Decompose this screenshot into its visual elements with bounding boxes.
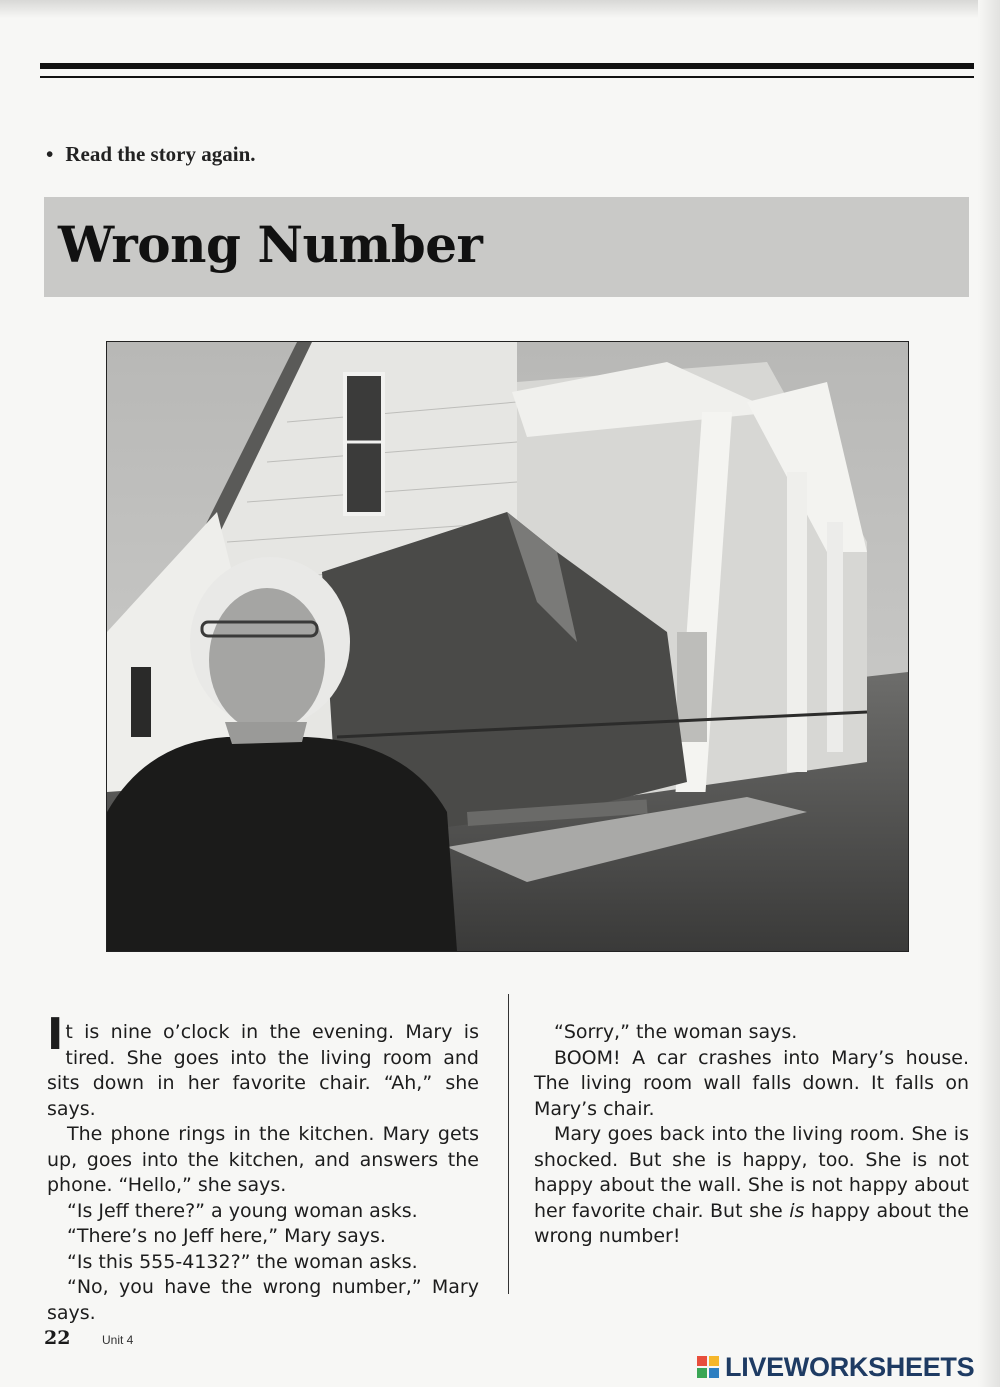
page-edge-shadow [978,0,1000,1387]
story-photo [106,341,909,952]
story-paragraph [47,1009,479,1122]
story-paragraph: “No, you have the wrong number,” Mary says. [47,1276,479,1324]
brand-text: LIVEWORKSHEETS [725,1351,975,1382]
instruction-text: Read the story again. [65,142,256,166]
story-paragraph: The phone rings in the kitchen. Mary gets up, goes into the kitchen, and answers the phone. “Hello,” she says. [47,1123,479,1196]
instruction [46,142,256,167]
story-column-right [534,1020,969,1250]
story-paragraph: “Is Jeff there?” a young woman asks. [67,1199,418,1222]
house-photo-icon [107,342,908,951]
story-paragraph: “Is this 555-4132?” the woman asks. [67,1250,418,1273]
page-number: 22 [44,1327,71,1349]
story-paragraph: BOOM! A car crashes into Mary’s house. The living room wall falls down. It falls on Mary’s chair. [534,1046,969,1120]
header-rule-thick [40,63,974,69]
bullet: • [46,142,54,166]
title-band [44,197,969,297]
logo-grid-icon [697,1356,719,1378]
story-title: Wrong Number [58,215,483,274]
column-divider [508,994,509,1294]
logo-square [697,1368,707,1378]
paragraph-text: t is nine o’clock in the evening. Mary is tired. She goes into the living room and sits down in her favorite chair. “Ah,” she says. [47,1021,479,1120]
paragraph-text: happy about the wrong number! [534,1199,969,1247]
page-edge [0,0,1000,18]
paragraph-text: Mary goes back into the living room. She is shocked. But she is happy, too. She is not happy about the wall. She is not happy about her favorite chair. But she [534,1123,969,1222]
emphasis: is [789,1199,805,1222]
header-rule-thin [40,76,974,78]
story-column-left [47,1009,479,1326]
story-paragraph: “There’s no Jeff here,” Mary says. [67,1225,386,1247]
story-paragraph: “Sorry,” the woman says. [554,1021,798,1043]
logo-square [709,1368,719,1378]
drop-cap: I [47,1009,64,1060]
story-paragraph [534,1122,969,1250]
unit-label: Unit 4 [102,1333,134,1347]
logo-square [709,1356,719,1366]
liveworksheets-logo[interactable] [697,1353,974,1381]
logo-square [697,1356,707,1366]
